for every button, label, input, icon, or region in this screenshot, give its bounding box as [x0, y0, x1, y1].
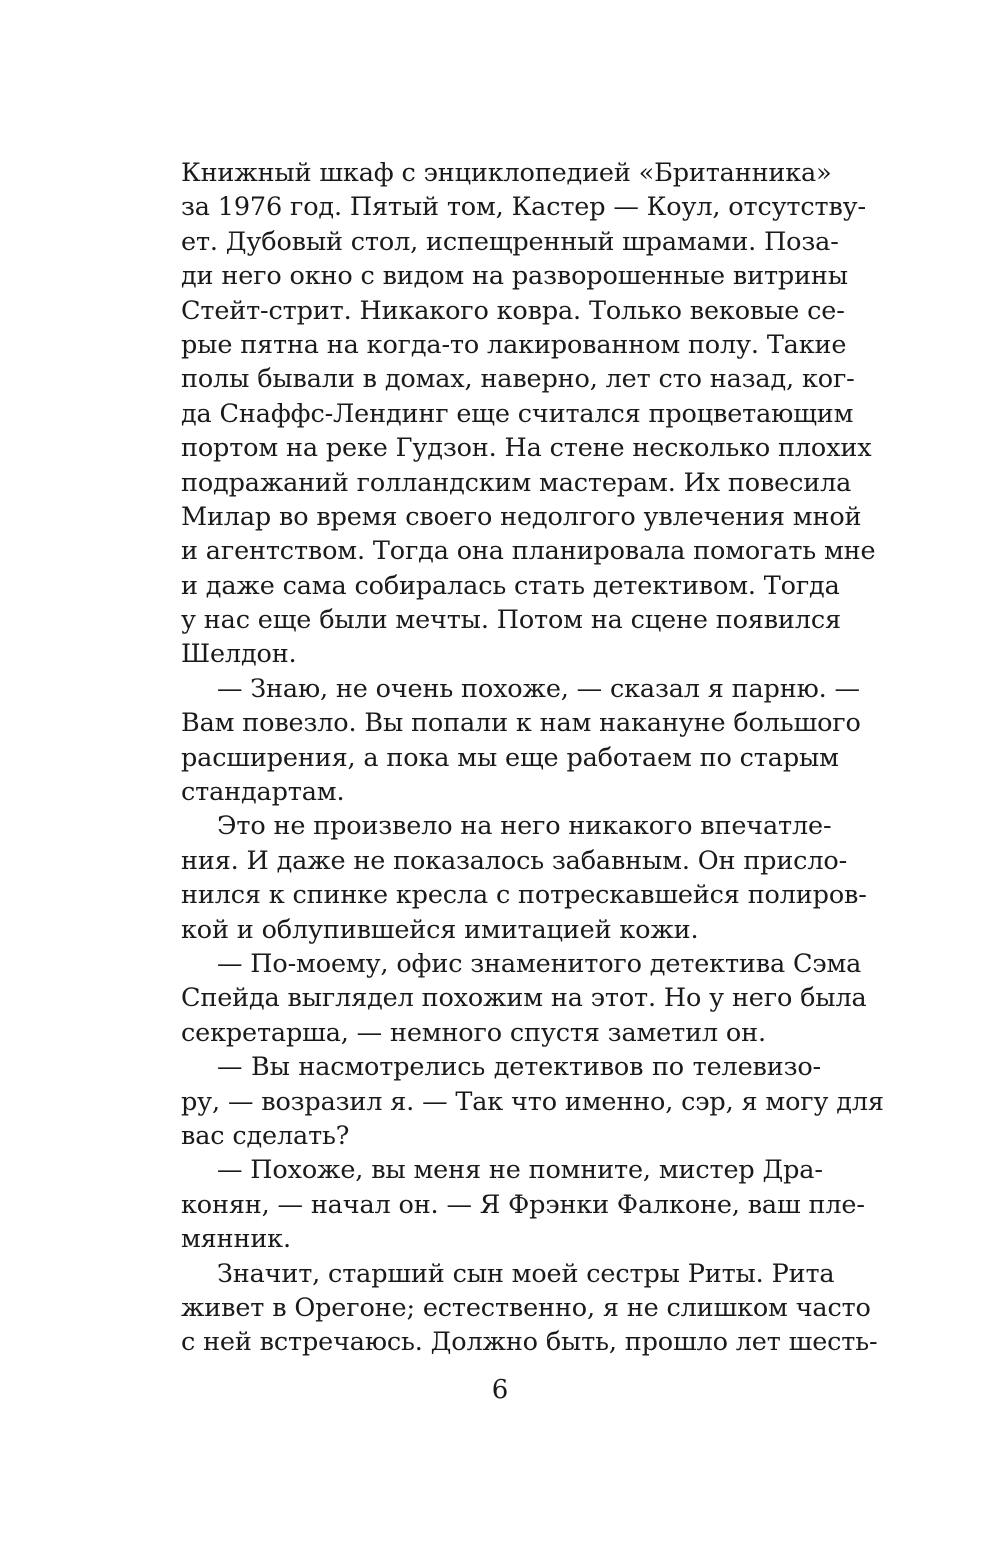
- text-line: вас сделать?: [181, 1120, 350, 1151]
- text-line: портом на реке Гудзон. На стене несколько плохих: [181, 433, 872, 464]
- text-line: Стейт-стрит. Никакого ковра. Только вековые се-: [181, 295, 845, 326]
- text-line: Это не произвело на него никакого впечатле-: [217, 811, 832, 842]
- text-line: кой и облупившейся имитацией кожи.: [181, 914, 699, 945]
- text-line: нился к спинке кресла с потрескавшейся полиров-: [181, 880, 867, 911]
- text-line: Вам повезло. Вы попали к нам накануне большого: [181, 708, 861, 739]
- text-line: подражаний голландским мастерам. Их повесила: [181, 467, 852, 498]
- text-line: — Похоже, вы меня не помните, мистер Дра-: [217, 1155, 823, 1186]
- text-line: стандартам.: [181, 777, 345, 808]
- text-line: да Снаффс-Лендинг еще считался процветающим: [181, 398, 854, 429]
- page-number: 6: [491, 1375, 509, 1405]
- text-line: — По-моему, офис знаменитого детектива Сэма: [217, 948, 862, 979]
- text-line: Значит, старший сын моей сестры Риты. Рита: [217, 1258, 835, 1289]
- text-line: Книжный шкаф с энциклопедией «Британника»: [181, 158, 832, 188]
- text-line: у нас еще были мечты. Потом на сцене появился: [181, 605, 841, 636]
- text-line: Шелдон.: [181, 639, 297, 670]
- text-line: и агентством. Тогда она планировала помогать мне: [181, 536, 876, 567]
- text-line: и даже сама собиралась стать детективом. Тогда: [181, 570, 840, 601]
- text-line: Милар во время своего недолгого увлечения мной: [181, 501, 862, 532]
- text-line: ру, — возразил я. — Так что именно, сэр, я могу для: [181, 1086, 884, 1117]
- text-line: ния. И даже не показалось забавным. Он присло-: [181, 845, 848, 876]
- text-line: расширения, а пока мы еще работаем по старым: [181, 742, 839, 773]
- text-line: полы бывали в домах, наверно, лет сто назад, ког-: [181, 364, 855, 395]
- text-line: ди него окно с видом на разворошенные витрины: [181, 261, 848, 292]
- text-line: ет. Дубовый стол, испещренный шрамами. Поза-: [181, 226, 839, 257]
- text-line: конян, — начал он. — Я Фрэнки Фалконе, ваш пле-: [181, 1189, 865, 1220]
- text-line: секретарша, — немного спустя заметил он.: [181, 1017, 766, 1048]
- text-line: живет в Орегоне; естественно, я не слишком часто: [181, 1292, 871, 1323]
- text-line: за 1976 год. Пятый том, Кастер — Коул, отсутству-: [181, 192, 866, 223]
- text-line: — Вы насмотрелись детективов по телевизо-: [217, 1052, 821, 1083]
- text-line: с ней встречаюсь. Должно быть, прошло лет шесть-: [181, 1327, 878, 1358]
- text-line: — Знаю, не очень похоже, — сказал я парню. —: [217, 673, 860, 704]
- text-line: Спейда выглядел похожим на этот. Но у него была: [181, 983, 867, 1014]
- text-line: рые пятна на когда-то лакированном полу. Такие: [181, 329, 847, 360]
- page-body: [181, 156, 884, 1360]
- text-line: мянник.: [181, 1224, 291, 1255]
